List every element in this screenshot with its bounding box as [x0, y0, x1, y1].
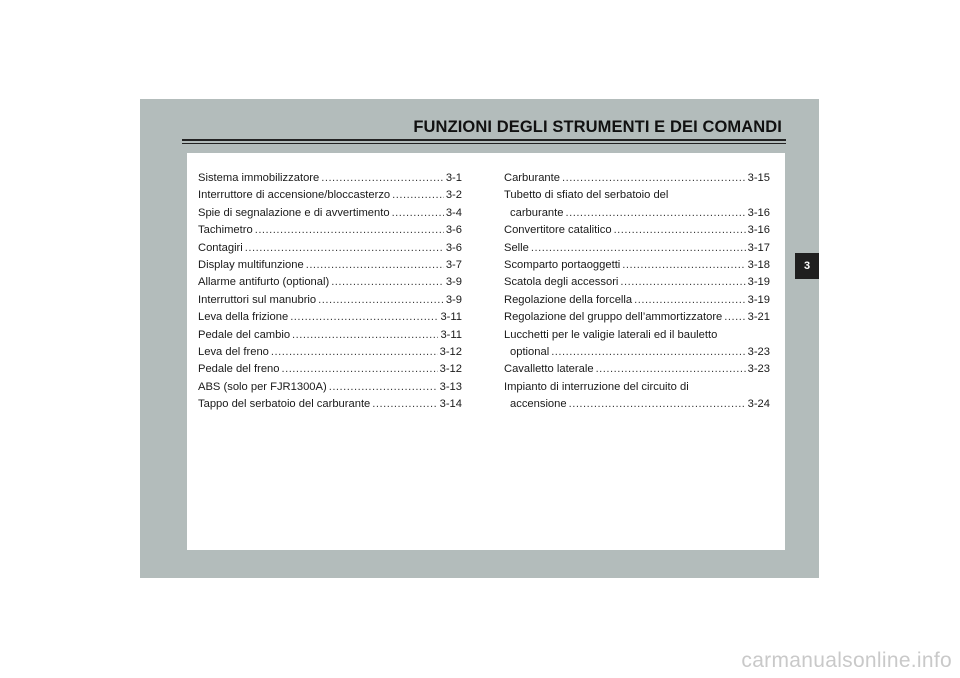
toc-entry[interactable]: [198, 327, 462, 344]
toc-leader-dots: [596, 361, 746, 378]
toc-entry[interactable]: [198, 396, 462, 413]
toc-entry-title: Display multifunzione: [198, 259, 304, 272]
toc-entry[interactable]: [504, 187, 770, 222]
toc-entry[interactable]: [198, 257, 462, 274]
toc-entry[interactable]: [198, 309, 462, 326]
toc-entry-page: 3-9: [445, 276, 462, 289]
toc-entry[interactable]: [198, 274, 462, 291]
toc-entry-title: Pedale del freno: [198, 363, 280, 376]
toc-leader-dots: [562, 170, 746, 187]
toc-entry-title: Leva della frizione: [198, 311, 289, 324]
toc-entry-page: 3-24: [747, 398, 770, 411]
toc-entry[interactable]: [198, 170, 462, 187]
toc-entry[interactable]: [198, 361, 462, 378]
toc-entry-title: Interruttori sul manubrio: [198, 293, 317, 306]
toc-entry-page: 3-14: [439, 398, 462, 411]
toc-entry-title: optional: [510, 346, 550, 359]
toc-leader-dots: [551, 344, 745, 361]
toc-entry[interactable]: [198, 187, 462, 204]
toc-entry-title: Regolazione della forcella: [504, 293, 633, 306]
watermark-text: carmanualsonline.info: [741, 649, 952, 672]
toc-entry-title: Regolazione del gruppo dell’ammortizzatore: [504, 311, 723, 324]
toc-entry-page: 3-23: [747, 346, 770, 359]
toc-entry-page: 3-12: [439, 363, 462, 376]
toc-leader-dots: [245, 240, 444, 257]
toc-entry-title: Scatola degli accessori: [504, 276, 619, 289]
toc-leader-dots: [372, 396, 437, 413]
toc-entry-title: carburante: [510, 206, 564, 219]
toc-entry[interactable]: [504, 222, 770, 239]
toc-leader-dots: [724, 309, 745, 326]
toc-entry-title: Tappo del serbatoio del carburante: [198, 398, 371, 411]
toc-entry-title: Cavalletto laterale: [504, 363, 594, 376]
toc-entry-page: 3-23: [747, 363, 770, 376]
toc-leader-dots: [290, 309, 438, 326]
toc-entry[interactable]: [504, 309, 770, 326]
title-rule-thick: [182, 139, 786, 141]
toc-entry-page: 3-4: [445, 206, 462, 219]
toc-entry[interactable]: [504, 361, 770, 378]
toc-leader-dots: [392, 205, 444, 222]
toc-leader-dots: [392, 187, 444, 204]
toc-entry-page: 3-13: [439, 380, 462, 393]
toc-entry-page: 3-6: [445, 241, 462, 254]
toc-leader-dots: [622, 257, 745, 274]
chapter-tab: 3: [795, 253, 819, 279]
toc-entry-title-line1: Lucchetti per le valigie laterali ed il bauletto: [504, 328, 718, 341]
toc-entry-page: 3-6: [445, 224, 462, 237]
toc-entry-page: 3-18: [747, 259, 770, 272]
toc-entry[interactable]: [198, 344, 462, 361]
toc-leader-dots: [620, 274, 745, 291]
toc-entry-title-line1: Tubetto di sfiato del serbatoio del: [504, 189, 669, 202]
toc-leader-dots: [281, 361, 437, 378]
toc-right-column: [504, 170, 770, 414]
toc-entry-title: Scomparto portaoggetti: [504, 259, 621, 272]
toc-left-column: [198, 170, 462, 414]
page-title: FUNZIONI DEGLI STRUMENTI E DEI COMANDI: [413, 118, 782, 136]
toc-entry-title: Carburante: [504, 172, 560, 184]
toc-leader-dots: [271, 344, 438, 361]
toc-leader-dots: [614, 222, 746, 239]
toc-leader-dots: [329, 379, 438, 396]
toc-entry[interactable]: [504, 327, 770, 362]
toc-entry[interactable]: [504, 170, 770, 187]
toc-entry[interactable]: [504, 292, 770, 309]
toc-entry[interactable]: [504, 257, 770, 274]
toc-entry-title-line1: Impianto di interruzione del circuito di: [504, 380, 689, 393]
toc-leader-dots: [569, 396, 746, 413]
toc-leader-dots: [321, 170, 444, 187]
title-rule-thin: [182, 143, 786, 144]
toc-entry-title: ABS (solo per FJR1300A): [198, 380, 327, 393]
toc-entry-title: Sistema immobilizzatore: [198, 172, 320, 184]
toc-entry[interactable]: [504, 240, 770, 257]
toc-entry-page: 3-17: [747, 241, 770, 254]
toc-leader-dots: [306, 257, 444, 274]
toc-entry-title: Convertitore catalitico: [504, 224, 612, 237]
toc-entry-page: 3-12: [439, 346, 462, 359]
toc-entry-page: 3-2: [445, 189, 462, 202]
toc-entry-title: Allarme antifurto (optional): [198, 276, 330, 289]
toc-leader-dots: [255, 222, 444, 239]
toc-entry-title: Interruttore di accensione/bloccasterzo: [198, 189, 391, 202]
toc-entry-title: accensione: [510, 398, 567, 411]
toc-entry[interactable]: [198, 205, 462, 222]
toc-entry-page: 3-16: [747, 224, 770, 237]
toc-leader-dots: [566, 205, 746, 222]
toc-entry-title: Selle: [504, 241, 529, 254]
toc-entry[interactable]: [504, 379, 770, 414]
toc-entry-page: 3-1: [445, 172, 462, 184]
toc-leader-dots: [331, 274, 444, 291]
toc-entry-page: 3-11: [440, 311, 462, 324]
toc-entry-title: Contagiri: [198, 241, 243, 254]
toc-entry-page: 3-21: [747, 311, 770, 324]
toc-entry[interactable]: [504, 274, 770, 291]
toc-entry[interactable]: [198, 379, 462, 396]
toc-leader-dots: [292, 327, 438, 344]
toc-entry-title: Spie di segnalazione e di avvertimento: [198, 206, 390, 219]
toc-entry-page: 3-11: [440, 328, 462, 341]
toc-leader-dots: [634, 292, 745, 309]
toc-entry-title: Leva del freno: [198, 346, 269, 359]
toc-entry-page: 3-9: [445, 293, 462, 306]
toc-entry-page: 3-15: [747, 172, 770, 184]
toc-entry-page: 3-7: [445, 259, 462, 272]
toc-entry-title: Tachimetro: [198, 224, 253, 237]
toc-leader-dots: [531, 240, 746, 257]
toc-entry-page: 3-16: [747, 206, 770, 219]
toc-entry-page: 3-19: [747, 276, 770, 289]
toc-leader-dots: [318, 292, 444, 309]
toc-entry[interactable]: [198, 292, 462, 309]
toc-entry[interactable]: [198, 222, 462, 239]
toc-entry-title: Pedale del cambio: [198, 328, 291, 341]
toc-entry[interactable]: [198, 240, 462, 257]
toc-entry-page: 3-19: [747, 293, 770, 306]
